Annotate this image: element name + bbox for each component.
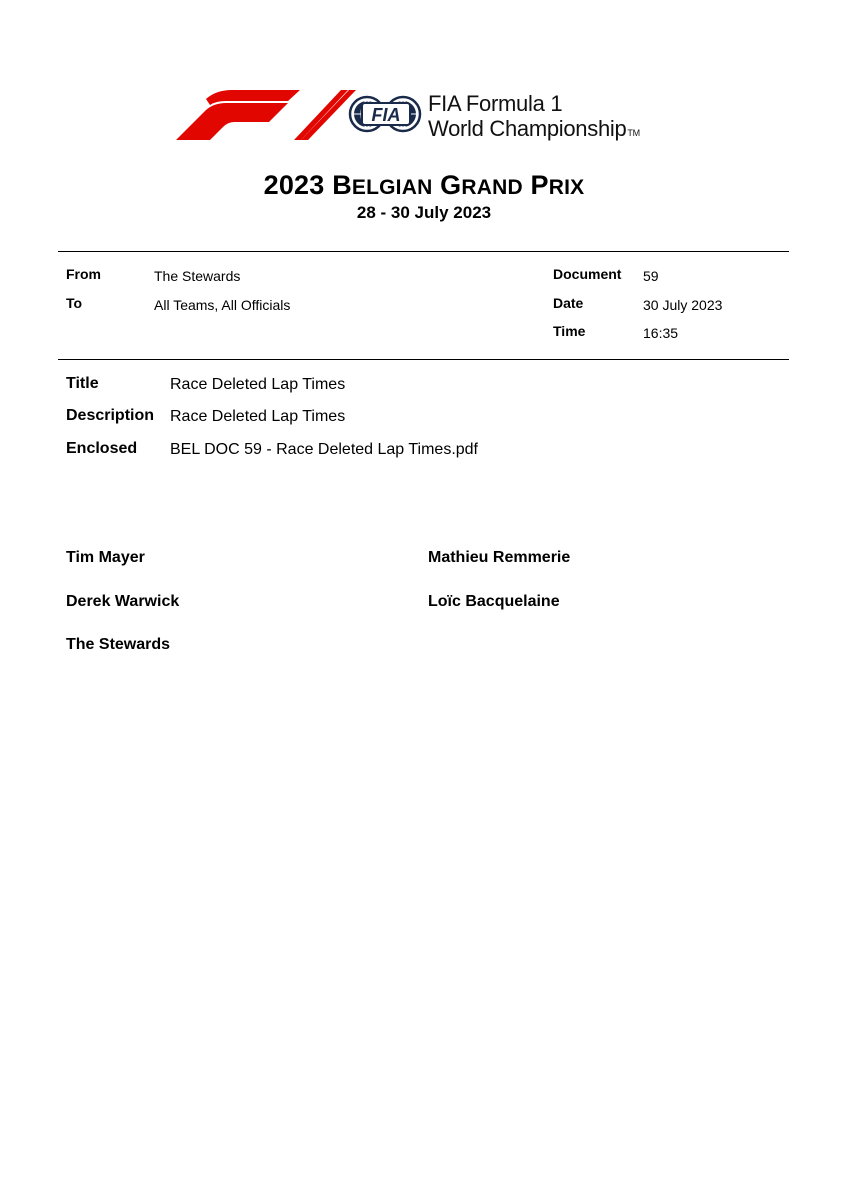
date-label: Date <box>553 295 584 311</box>
event-dates: 28 - 30 July 2023 <box>356 203 492 222</box>
trademark-mark: TM <box>627 128 640 138</box>
signatory-right-1: Mathieu Remmerie <box>428 549 571 566</box>
event-title: 2023 BELGIAN GRAND PRIX <box>263 170 585 200</box>
wordmark-line1: FIA Formula 1 <box>428 91 563 116</box>
signatory-left-2: Derek Warwick <box>66 593 180 610</box>
title-value: Race Deleted Lap Times <box>170 376 346 393</box>
signatory-left-1: Tim Mayer <box>66 549 145 566</box>
svg-text:FIA: FIA <box>371 105 401 125</box>
enclosed-attachment-link[interactable]: BEL DOC 59 - Race Deleted Lap Times.pdf <box>170 441 478 458</box>
time-label: Time <box>553 323 586 339</box>
date-value: 30 July 2023 <box>643 297 723 313</box>
document-label: Document <box>553 266 622 282</box>
document-value: 59 <box>643 268 659 284</box>
signatory-right-2: Loïc Bacquelaine <box>428 593 560 610</box>
description-label: Description <box>66 407 155 424</box>
enclosed-label: Enclosed <box>66 440 138 457</box>
header-top-rule <box>58 251 789 252</box>
wordmark-line2: World ChampionshipTM <box>428 116 640 141</box>
header-bottom-rule <box>58 359 789 360</box>
to-value: All Teams, All Officials <box>154 297 291 313</box>
signatory-left-3: The Stewards <box>66 636 171 653</box>
f1-logo-icon <box>176 90 356 140</box>
description-value: Race Deleted Lap Times <box>170 408 346 425</box>
title-label: Title <box>66 375 99 392</box>
fia-logo-icon <box>348 86 424 142</box>
to-label: To <box>66 295 83 311</box>
from-label: From <box>66 266 101 282</box>
from-value: The Stewards <box>154 268 241 284</box>
logo-block <box>176 86 696 146</box>
championship-wordmark <box>428 91 640 146</box>
time-value: 16:35 <box>643 325 679 341</box>
